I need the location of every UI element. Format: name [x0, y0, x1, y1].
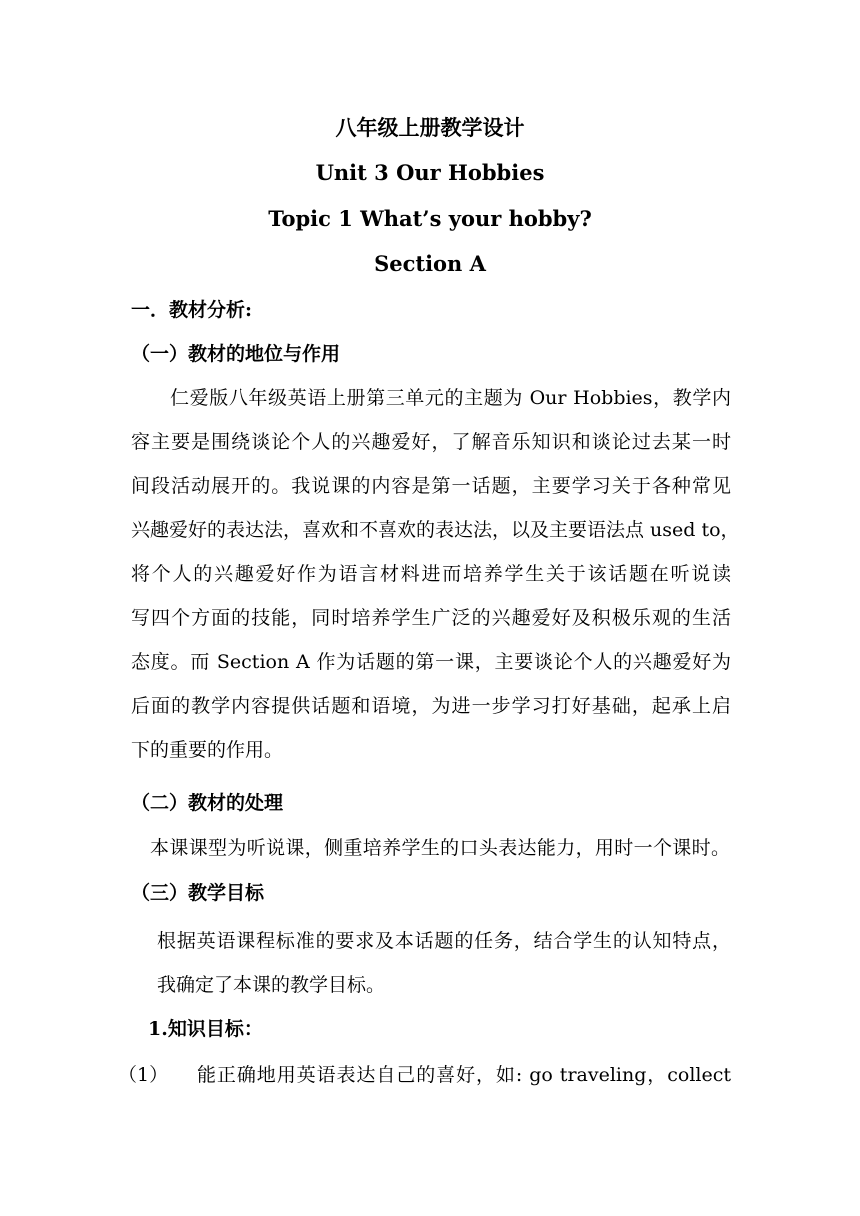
paragraph-line: 写四个方面的技能，同时培养学生广泛的兴趣爱好及积极乐观的生活: [131, 607, 731, 629]
paragraph-line: 下的重要的作用。: [131, 739, 284, 761]
list-item-text: 能正确地用英语表达自己的喜好，如: go traveling，collect: [197, 1064, 731, 1086]
topic-title: Topic 1 What’s your hobby?: [268, 206, 592, 231]
list-item-number: （1）: [118, 1064, 169, 1086]
paragraph-line: 后面的教学内容提供话题和语境，为进一步学习打好基础，起承上启: [131, 695, 731, 717]
paragraph-line: 容主要是围绕谈论个人的兴趣爱好，了解音乐知识和谈论过去某一时: [131, 431, 731, 453]
section-heading-analysis: 一．教材分析:: [131, 299, 253, 321]
paragraph-line: 态度。而 Section A 作为话题的第一课，主要谈论个人的兴趣爱好为: [131, 651, 731, 673]
subheading-processing: （二）教材的处理: [131, 792, 284, 814]
unit-title: Unit 3 Our Hobbies: [315, 160, 545, 185]
knowledge-goal-heading: 1.知识目标：: [148, 1018, 263, 1040]
paragraph-line: 我确定了本课的教学目标。: [157, 974, 386, 996]
subheading-role: （一）教材的地位与作用: [131, 343, 341, 365]
document-title: 八年级上册教学设计: [335, 115, 525, 140]
paragraph-line: 间段活动展开的。我说课的内容是第一话题，主要学习关于各种常见: [131, 475, 731, 497]
section-title: Section A: [374, 251, 486, 276]
processing-text: 本课课型为听说课，侧重培养学生的口头表达能力，用时一个课时。: [150, 837, 730, 859]
paragraph-line: 兴趣爱好的表达法，喜欢和不喜欢的表达法，以及主要语法点 used to，: [131, 519, 740, 541]
paragraph-line: 根据英语课程标准的要求及本话题的任务，结合学生的认知特点，: [157, 930, 731, 952]
subheading-objectives: （三）教学目标: [131, 882, 265, 904]
paragraph-line: 将个人的兴趣爱好作为语言材料进而培养学生关于该话题在听说读: [131, 563, 731, 585]
paragraph-line: 仁爱版八年级英语上册第三单元的主题为 Our Hobbies，教学内: [170, 387, 731, 409]
